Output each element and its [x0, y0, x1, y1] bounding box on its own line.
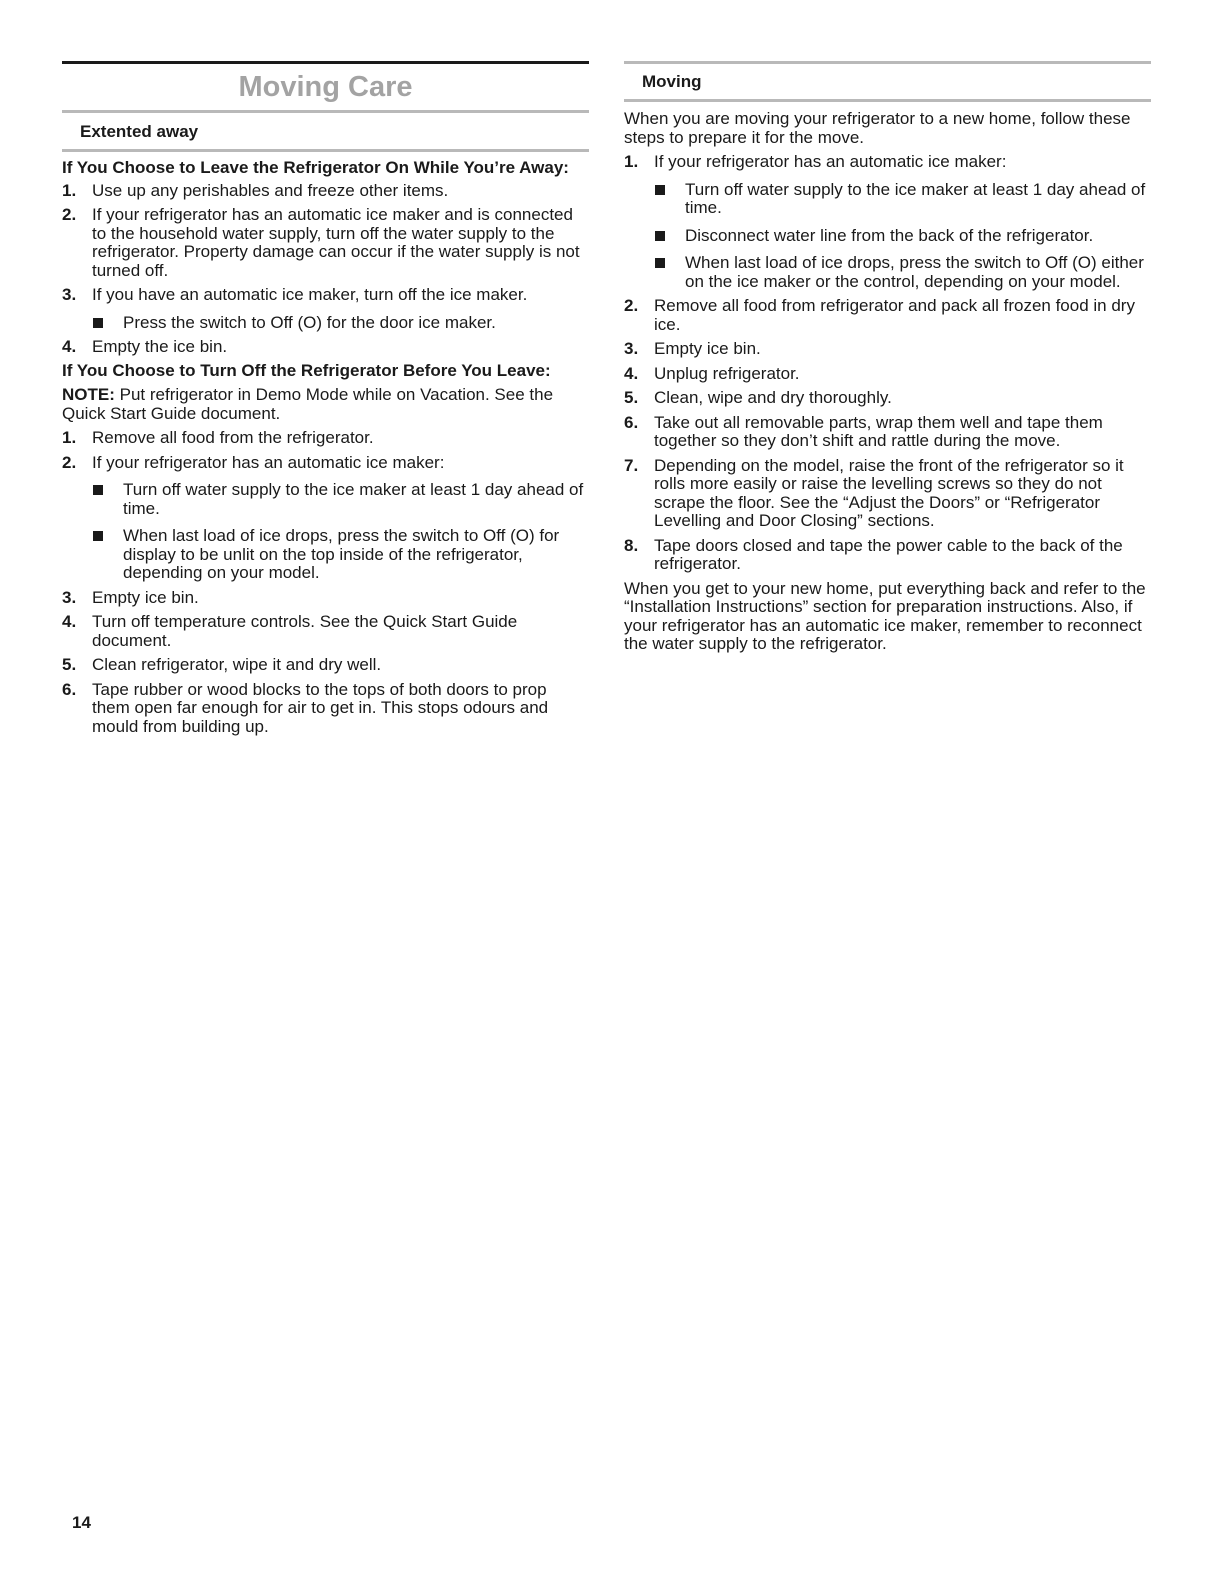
step-number: 3.: [62, 587, 77, 607]
bullet-list: [624, 181, 1151, 292]
list-item: [62, 454, 589, 583]
turn-off-steps: [62, 429, 589, 736]
turn-off-heading: If You Choose to Turn Off the Refrigerator Before You Leave:: [62, 360, 551, 380]
step-text: Empty ice bin.: [654, 339, 761, 358]
moving-intro: When you are moving your refrigerator to a new home, follow these steps to prepare it for the move.: [624, 109, 1131, 147]
list-item: [624, 389, 1151, 408]
step-number: 2.: [62, 205, 77, 224]
page-title: Moving Care: [238, 71, 413, 103]
step-number: 5.: [624, 388, 639, 407]
title-block: [62, 61, 589, 110]
bullet-item: [62, 481, 589, 518]
list-item: [62, 429, 589, 448]
list-item: [624, 297, 1151, 334]
step-text: Remove all food from refrigerator and pack all frozen food in dry ice.: [654, 296, 1135, 334]
step-number: 8.: [624, 535, 639, 555]
step-number: 1.: [62, 180, 77, 200]
list-item: [62, 589, 589, 608]
step-text: Empty the ice bin.: [92, 337, 228, 356]
step-text: If your refrigerator has an automatic ice maker and is connected to the household water supply, turn off the water supply to the refrigerator. Property damage can occur if the water supply is not turned off.: [92, 205, 580, 280]
bullet-item: [624, 254, 1151, 291]
moving-closing: When you get to your new home, put everything back and refer to the “Installation Instructions” section for preparation instructions. Also, if your refrigerator has an automatic ice maker, remember to reconnect the water supply to the refrigerator.: [624, 578, 1146, 653]
bullet-text: When last load of ice drops, press the switch to Off (O) either on the ice maker or the control, depending on your model.: [685, 253, 1144, 291]
list-item: [624, 457, 1151, 531]
leave-on-steps: [62, 182, 589, 357]
step-number: 5.: [62, 655, 77, 674]
step-text: Use up any perishables and freeze other items.: [92, 180, 449, 200]
step-text: Remove all food from the refrigerator.: [92, 428, 374, 447]
note-paragraph: [62, 386, 589, 423]
step-text: If your refrigerator has an automatic ice maker:: [92, 452, 445, 472]
bullet-text: Press the switch to Off (O) for the door ice maker.: [123, 312, 496, 332]
list-item: [624, 414, 1151, 451]
step-text: If you have an automatic ice maker, turn off the ice maker.: [92, 285, 528, 304]
right-column: [624, 61, 1151, 654]
step-number: 4.: [62, 612, 77, 631]
bullet-text: Disconnect water line from the back of the refrigerator.: [685, 225, 1094, 245]
square-bullet-icon: [93, 318, 103, 328]
list-item: [62, 286, 589, 332]
step-number: 1.: [624, 152, 639, 171]
moving-steps: [624, 153, 1151, 574]
bullet-item: [62, 527, 589, 583]
step-number: 6.: [624, 412, 639, 432]
bullet-text: Turn off water supply to the ice maker at least 1 day ahead of time.: [123, 480, 584, 518]
step-number: 3.: [624, 339, 639, 358]
step-number: 1.: [62, 428, 77, 447]
step-number: 4.: [62, 337, 77, 356]
bullet-item: [62, 314, 589, 333]
list-item: [62, 182, 589, 201]
square-bullet-icon: [655, 231, 665, 241]
note-text: Put refrigerator in Demo Mode while on Vacation. See the Quick Start Guide document.: [62, 385, 554, 423]
step-text: Clean, wipe and dry thoroughly.: [654, 388, 892, 407]
list-item: [624, 365, 1151, 384]
step-text: Take out all removable parts, wrap them well and tape them together so they don’t shift and rattle during the move.: [654, 412, 1103, 450]
step-text: If your refrigerator has an automatic ice maker:: [654, 152, 1007, 171]
bullet-list: [62, 314, 589, 333]
step-text: Depending on the model, raise the front of the refrigerator so it rolls more easily or raise the levelling screws so they do not scrape the floor. See the “Adjust the Doors” or “Refrigerator Levelling and Door Closing” sections.: [654, 455, 1124, 530]
bullet-text: When last load of ice drops, press the switch to Off (O) for display to be unlit on the top inside of the refrigerator, depending on your model.: [123, 526, 560, 582]
bullet-item: [624, 181, 1151, 218]
step-text: Tape doors closed and tape the power cable to the back of the refrigerator.: [654, 535, 1123, 573]
list-item: [624, 537, 1151, 574]
step-number: 3.: [62, 285, 77, 304]
page-number: 14: [72, 1513, 91, 1532]
square-bullet-icon: [655, 258, 665, 268]
square-bullet-icon: [93, 531, 103, 541]
square-bullet-icon: [655, 185, 665, 195]
leave-on-heading: If You Choose to Leave the Refrigerator On While You’re Away:: [62, 158, 569, 177]
step-number: 7.: [624, 455, 639, 475]
list-item: [62, 613, 589, 650]
list-item: [62, 338, 589, 357]
step-number: 4.: [624, 363, 639, 383]
step-text: Unplug refrigerator.: [654, 363, 800, 383]
list-item: [62, 656, 589, 675]
list-item: [624, 340, 1151, 359]
list-item: [62, 681, 589, 737]
square-bullet-icon: [93, 485, 103, 495]
step-number: 2.: [624, 296, 639, 315]
step-text: Empty ice bin.: [92, 587, 199, 607]
bullet-item: [624, 227, 1151, 246]
bullet-text: Turn off water supply to the ice maker at least 1 day ahead of time.: [685, 179, 1146, 217]
step-number: 2.: [62, 452, 77, 472]
section-band-extended-away: Extented away: [62, 110, 589, 152]
left-column: [62, 61, 589, 736]
step-text: Turn off temperature controls. See the Quick Start Guide document.: [92, 612, 518, 650]
bullet-list: [62, 481, 589, 583]
step-text: Tape rubber or wood blocks to the tops of both doors to prop them open far enough for air to get in. This stops odours and mould from building up.: [92, 679, 549, 736]
list-item: [62, 206, 589, 280]
note-label: NOTE:: [62, 385, 115, 404]
step-text: Clean refrigerator, wipe it and dry well.: [92, 655, 382, 674]
section-band-moving: Moving: [624, 61, 1151, 102]
step-number: 6.: [62, 679, 77, 699]
list-item: [624, 153, 1151, 291]
